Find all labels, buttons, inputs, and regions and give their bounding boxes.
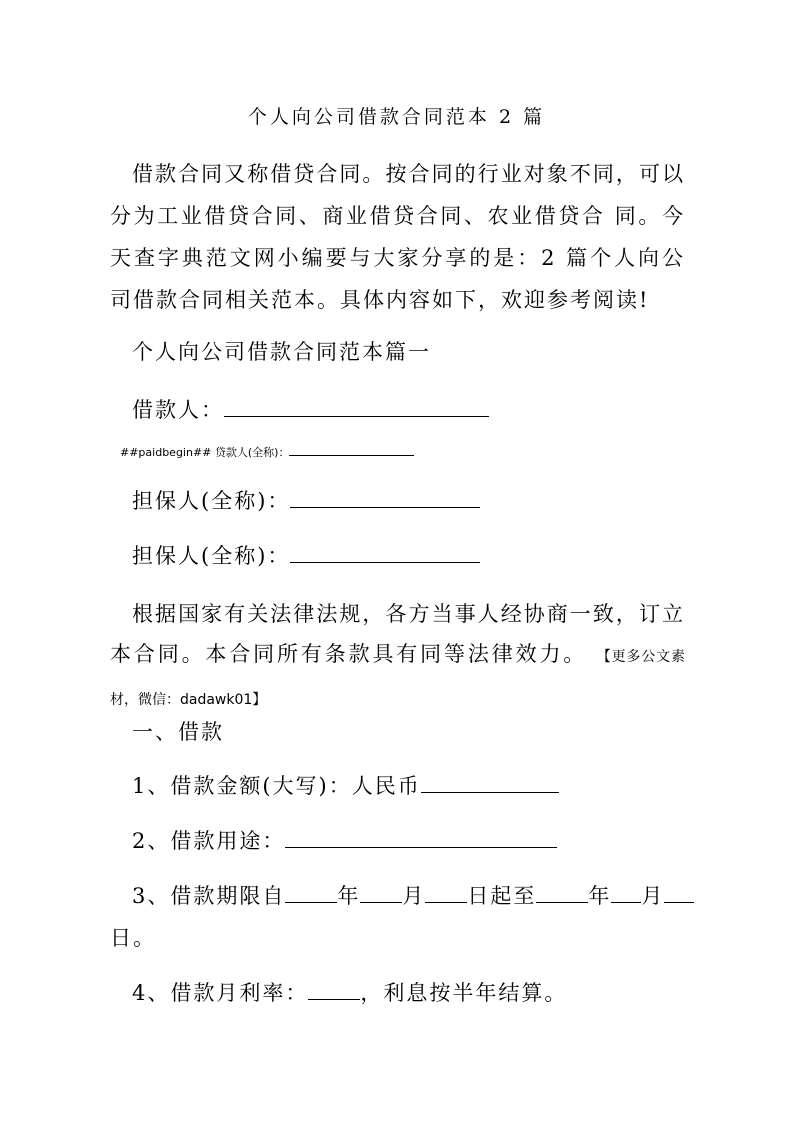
item4-suffix: ，利息按半年结算。 bbox=[360, 981, 568, 1005]
start-month-blank[interactable] bbox=[360, 882, 402, 903]
rate-blank[interactable] bbox=[308, 979, 360, 1000]
end-day-blank[interactable] bbox=[664, 882, 694, 903]
guarantor2-line bbox=[110, 542, 700, 570]
end-month-blank[interactable] bbox=[611, 882, 641, 903]
item1-line bbox=[110, 772, 700, 800]
item3-day-end: 日。 bbox=[110, 926, 156, 950]
section-heading-text: 个人向公司借款合同范本篇一 bbox=[132, 340, 431, 364]
item4-line bbox=[110, 979, 700, 1007]
preamble-paragraph bbox=[110, 594, 685, 720]
item3-year: 年 bbox=[337, 884, 361, 908]
guarantor1-blank[interactable] bbox=[290, 487, 480, 508]
amount-blank[interactable] bbox=[421, 772, 559, 793]
end-year-blank[interactable] bbox=[536, 882, 588, 903]
note-suffix: 】 bbox=[252, 692, 267, 708]
lender-blank[interactable] bbox=[289, 445, 414, 456]
purpose-blank[interactable] bbox=[285, 827, 557, 848]
loan-heading-text: 一、借款 bbox=[132, 720, 224, 744]
note-wechat: dadawk01 bbox=[180, 692, 253, 708]
item2-line bbox=[110, 827, 700, 855]
document-title: 个人向公司借款合同范本 2 篇 bbox=[247, 106, 546, 128]
preamble-text: 根据国家有关法律法规，各方当事人经协商一致，订立本合同。本合同所有条款具有同等法律效力。 bbox=[110, 602, 685, 666]
item3-continuation bbox=[110, 924, 700, 952]
lender-label: ##paidbegin## 贷款人(全称)： bbox=[120, 446, 290, 459]
guarantor1-label: 担保人(全称)： bbox=[132, 489, 291, 513]
guarantor1-line bbox=[110, 487, 700, 515]
lender-line bbox=[120, 445, 414, 461]
note-prefix: 【更多公文素材，微信： bbox=[110, 649, 686, 708]
item2-label: 2、借款用途： bbox=[132, 829, 286, 853]
item3-year2: 年 bbox=[588, 884, 612, 908]
start-day-blank[interactable] bbox=[425, 882, 467, 903]
guarantor2-label: 担保人(全称)： bbox=[132, 544, 291, 568]
item3-month2: 月 bbox=[641, 884, 665, 908]
item1-label: 1、借款金额(大写)：人民币 bbox=[132, 774, 421, 798]
loan-heading bbox=[110, 718, 700, 746]
item3-month: 月 bbox=[402, 884, 426, 908]
intro-paragraph bbox=[110, 153, 685, 321]
guarantor2-blank[interactable] bbox=[290, 542, 480, 563]
borrower-blank[interactable] bbox=[224, 396, 489, 417]
item4-label: 4、借款月利率： bbox=[132, 981, 309, 1005]
item3-day-from: 日起至 bbox=[467, 884, 537, 908]
borrower-line bbox=[110, 396, 700, 424]
section-heading bbox=[110, 338, 700, 366]
intro-text: 借款合同又称借贷合同。按合同的行业对象不同，可以分为工业借贷合同、商业借贷合同、农业借贷合 同。今天查字典范文网小编要与大家分享的是：2 篇个人向公司借款合同相关范本。具体内容如下，欢迎参考阅读! bbox=[110, 162, 685, 312]
item3-line bbox=[110, 882, 700, 910]
borrower-label: 借款人： bbox=[132, 398, 224, 422]
start-year-blank[interactable] bbox=[285, 882, 337, 903]
item3-label: 3、借款期限自 bbox=[132, 884, 286, 908]
